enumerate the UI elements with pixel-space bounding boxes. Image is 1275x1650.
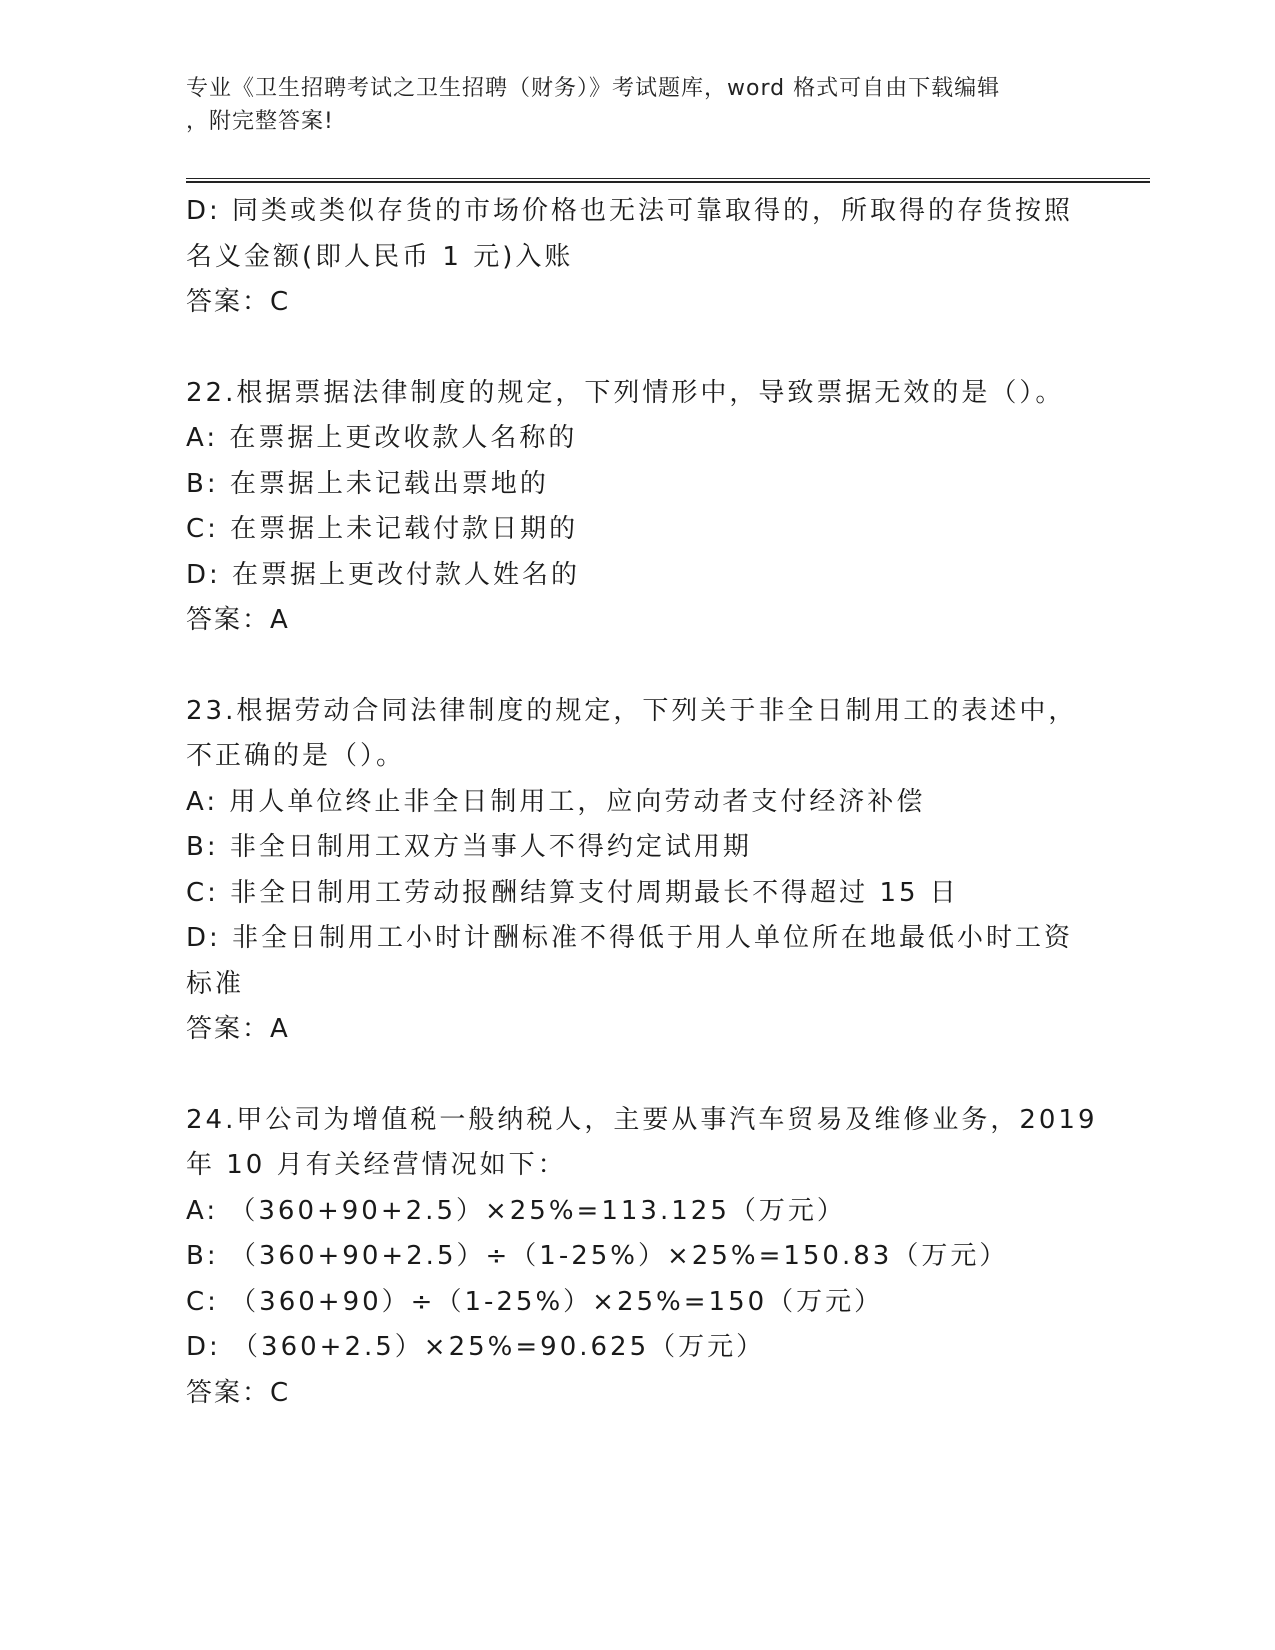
option-d: D: 同类或类似存货的市场价格也无法可靠取得的，所取得的存货按照 [186, 196, 1074, 226]
header-divider-thick [186, 181, 1150, 183]
question-stem: 24.甲公司为增值税一般纳税人，主要从事汽车贸易及维修业务，2019 [186, 1104, 1098, 1135]
answer: 答案：A [186, 605, 290, 635]
question-24 [186, 1098, 1098, 1417]
option-b: B: 在票据上未记载出票地的 [186, 468, 549, 499]
option-a: A: （360+90+2.5）×25%=113.125（万元） [186, 1195, 846, 1226]
option-d: D: 非全日制用工小时计酬标准不得低于用人单位所在地最低小时工资 [186, 923, 1074, 953]
option-d: D: （360+2.5）×25%=90.625（万元） [186, 1332, 766, 1362]
option-d-continued: 标准 [186, 968, 245, 999]
answer: 答案：A [186, 1014, 290, 1044]
header-line-1: 专业《卫生招聘考试之卫生招聘（财务）》考试题库，word 格式可自由下载编辑 [186, 76, 1001, 101]
question-22 [186, 371, 1086, 644]
header-line-2: ，附完整答案! [186, 109, 334, 134]
option-c: C: 在票据上未记载付款日期的 [186, 514, 579, 544]
spacer [186, 326, 1086, 371]
question-21-tail [186, 189, 1086, 326]
question-stem-continued: 不正确的是（）。 [186, 741, 406, 771]
question-stem: 23.根据劳动合同法律制度的规定，下列关于非全日制用工的表述中， [186, 695, 1078, 726]
question-content [186, 189, 1098, 1416]
option-c: C: （360+90）÷（1-25%）×25%=150（万元） [186, 1286, 884, 1317]
question-23 [186, 689, 1086, 1053]
option-a: A: 用人单位终止非全日制用工，应向劳动者支付经济补偿 [186, 786, 926, 817]
page-header [186, 72, 1066, 138]
header-divider-thin [186, 178, 1150, 179]
option-a: A: 在票据上更改收款人名称的 [186, 423, 578, 453]
question-stem: 22.根据票据法律制度的规定，下列情形中，导致票据无效的是（）。 [186, 377, 1065, 408]
option-b: B: （360+90+2.5）÷（1-25%）×25%=150.83（万元） [186, 1241, 1009, 1271]
answer: 答案：C [186, 287, 291, 317]
spacer [186, 1053, 1086, 1098]
option-c: C: 非全日制用工劳动报酬结算支付周期最长不得超过 15 日 [186, 877, 959, 908]
question-stem-continued: 年 10 月有关经营情况如下： [186, 1150, 567, 1180]
option-d-continued: 名义金额(即人民币 1 元)入账 [186, 241, 574, 272]
answer: 答案：C [186, 1377, 291, 1408]
option-d: D: 在票据上更改付款人姓名的 [186, 559, 581, 590]
spacer [186, 644, 1086, 689]
option-b: B: 非全日制用工双方当事人不得约定试用期 [186, 832, 752, 862]
